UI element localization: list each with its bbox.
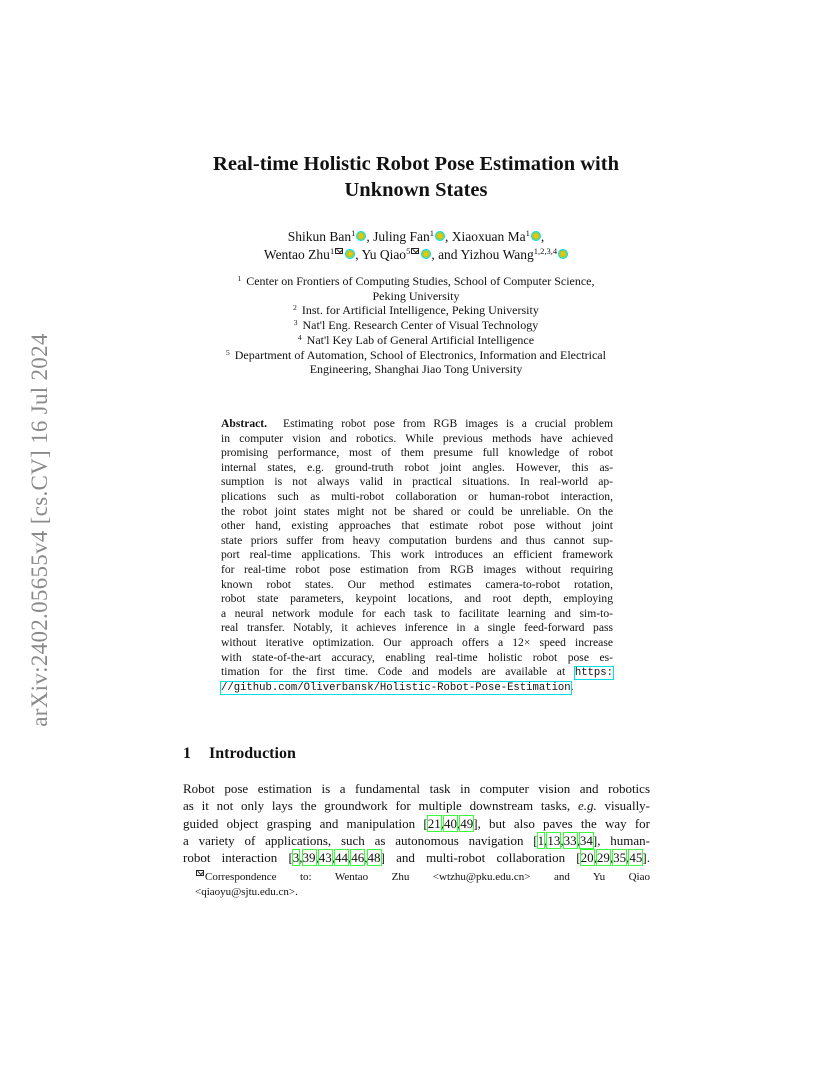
abstract-line: the robot joint states might not be shared or could be unreliable. On the	[221, 504, 613, 518]
citation-link[interactable]: 3	[292, 850, 300, 866]
paragraph-text: as it not only lays the groundwork for multiple downstream tasks,	[183, 798, 571, 814]
title-line: Unknown States	[344, 179, 488, 201]
author-line: Wentao Zhu$^1$ , Yu Qiao$^5$ , and Yizhou Wang$^{1,2,3,4}$	[150, 246, 682, 264]
paragraph-text: and multi-robot collaboration	[396, 850, 566, 866]
author-name: Xiaoxuan Ma	[451, 229, 526, 244]
paragraph-text: .	[646, 850, 650, 866]
paragraph-text: visually-	[604, 798, 651, 814]
abstract-line: sumption is not always valid in practical situations. In real-world ap-	[221, 475, 613, 489]
code-url-link[interactable]: https:	[574, 667, 613, 680]
orcid-icon[interactable]	[435, 231, 445, 241]
abstract-line: known robot states. Our method estimates camera-to-robot rotation,	[221, 577, 613, 591]
orcid-icon[interactable]	[356, 231, 366, 241]
abstract-line: a neural network module for each task to facilitate learning and sim-to-	[221, 606, 613, 620]
affiliation-list	[150, 274, 682, 377]
citation-link[interactable]: 21	[427, 815, 441, 831]
citation-link[interactable]: 35	[613, 850, 627, 866]
abstract-text: timation for the first time. Code and models are available at	[221, 665, 566, 679]
citation-link[interactable]: 45	[629, 850, 643, 866]
paper-title	[150, 151, 682, 203]
citation-link[interactable]: 29	[596, 850, 610, 866]
paragraph-line: guided object grasping and manipulation [21,40,49], but also paves the way for	[183, 815, 650, 831]
abstract-line: internal states, e.g. ground-truth robot joint angles. However, this as-	[221, 460, 613, 474]
affiliation-text: Inst. for Artificial Intelligence, Peking University	[301, 303, 539, 318]
abstract-line	[221, 680, 613, 695]
title-line: Real-time Holistic Robot Pose Estimation with	[213, 153, 619, 175]
abstract-line: promising performance, most of them presume full knowledge of robot	[221, 446, 613, 460]
author-affiliation-mark: 5	[406, 246, 411, 256]
arxiv-identifier	[20, 300, 60, 760]
citation-link[interactable]: 46	[351, 850, 365, 866]
author-list	[150, 228, 682, 264]
author-name: Wentao Zhu	[263, 247, 330, 262]
citation-link[interactable]: 48	[367, 850, 381, 866]
paragraph-text: robot interaction	[183, 850, 278, 866]
affiliation-text: Center on Frontiers of Computing Studies, School of Computer Science,	[246, 274, 595, 288]
affiliation-text: Nat'l Key Lab of General Artificial Intelligence	[306, 332, 535, 347]
citation-link[interactable]: 1	[537, 832, 545, 848]
author-name: Shikun Ban	[287, 229, 352, 244]
affiliation-text: Department of Automation, School of Electronics, Information and Electrical	[234, 347, 606, 362]
abstract-line: with state-of-the-art accuracy, enabling real-time holistic robot pose es-	[221, 650, 613, 664]
citation-link[interactable]: 33	[563, 832, 577, 848]
paragraph-line	[183, 797, 650, 814]
affiliation-mark: 4	[297, 332, 302, 342]
affiliation-mark: 5	[226, 347, 230, 357]
affiliation-line	[150, 289, 682, 304]
abstract-line: robot state parameters, keypoint locations, and root depth, employing	[221, 592, 613, 606]
introduction-paragraph	[183, 780, 650, 866]
footnote-text: Correspondence to: Wentao Zhu <wtzhu@pku.edu.cn> and Yu Qiao	[205, 871, 650, 883]
abstract	[221, 417, 613, 694]
section-title-text: Introduction	[209, 745, 296, 762]
affiliation-text: Peking University	[372, 288, 460, 303]
citation-link[interactable]: 40	[443, 815, 457, 831]
affiliation-text: Engineering, Shanghai Jiao Tong University	[309, 362, 523, 377]
citation-link[interactable]: 20	[580, 850, 594, 866]
affiliation-line	[150, 348, 682, 363]
author-affiliation-mark: 1	[329, 246, 335, 256]
author-affiliation-mark: 1	[351, 228, 356, 238]
citation-link[interactable]: 34	[579, 832, 593, 848]
correspondence-footnote	[183, 870, 650, 899]
citation-link[interactable]: 39	[302, 850, 316, 866]
abstract-line: in computer vision and robotics. While previous methods have achieved	[221, 431, 613, 445]
abstract-line	[221, 417, 613, 432]
paragraph-line: robot interaction [3,39,43,44,46,48] and multi-robot collaboration [20,29,35,45].	[183, 850, 650, 866]
affiliation-line	[150, 274, 682, 289]
author-connector: and	[438, 247, 458, 262]
paragraph-text: guided object grasping and manipulation	[183, 815, 416, 831]
citation-link[interactable]: 43	[318, 850, 332, 866]
footnote-line: <qiaoyu@sjtu.edu.cn>.	[195, 885, 298, 898]
affiliation-line	[150, 318, 682, 333]
abstract-line: without iterative optimization. Our approach offers a 12× speed increase	[221, 635, 613, 649]
affiliation-mark: 2	[293, 303, 297, 313]
envelope-icon	[411, 248, 419, 254]
citation-link[interactable]: 49	[460, 815, 474, 831]
affiliation-line	[150, 362, 682, 377]
orcid-icon[interactable]	[558, 249, 568, 259]
section-number: 1	[183, 745, 191, 762]
citation-link[interactable]: 13	[547, 832, 561, 848]
paragraph-line: a variety of applications, such as autonomous navigation [1,13,33,34], human-	[183, 832, 650, 848]
envelope-icon	[196, 870, 204, 876]
author-name: Yu Qiao	[361, 247, 407, 262]
affiliation-line	[150, 303, 682, 318]
arxiv-identifier-text: arXiv:2402.05655v4 [cs.CV] 16 Jul 2024	[27, 333, 52, 727]
abstract-line: state priors suffer from heavy computation burdens and thus cannot sup-	[221, 533, 613, 547]
section-heading	[183, 745, 296, 763]
paragraph-line: Robot pose estimation is a fundamental task in computer vision and robotics	[183, 781, 650, 796]
abstract-line: for real-time robot pose estimation from RGB images without requiring	[221, 562, 613, 576]
paragraph-text: , but also paves the way for	[477, 815, 650, 831]
footnote-line	[183, 870, 650, 885]
envelope-icon	[335, 248, 343, 254]
abstract-line: port real-time applications. This work introduces an efficient framework	[221, 548, 613, 562]
abstract-text: Estimating robot pose from RGB images is a crucial problem	[283, 417, 613, 430]
orcid-icon[interactable]	[421, 249, 431, 259]
affiliation-mark: 3	[293, 318, 298, 328]
paragraph-text: a variety of applications, such as autonomous navigation	[183, 832, 524, 848]
affiliation-mark: 1	[237, 274, 242, 283]
citation-link[interactable]: 44	[335, 850, 349, 866]
affiliation-text: Nat'l Eng. Research Center of Visual Technology	[302, 318, 539, 333]
paragraph-text: , human-	[597, 832, 650, 848]
abstract-heading: Abstract.	[221, 417, 268, 430]
paragraph-emphasis: e.g.	[577, 798, 597, 814]
abstract-line: real transfer. Notably, it achieves inference in a single feed-forward pass	[221, 621, 613, 635]
orcid-icon[interactable]	[345, 249, 355, 259]
affiliation-line	[150, 333, 682, 348]
author-name: Juling Fan	[373, 229, 430, 244]
author-line: Shikun Ban$^1$ , Juling Fan$^1$ , Xiaoxuan Ma$^1$ ,	[287, 228, 545, 244]
author-name: Yizhou Wang	[460, 247, 534, 262]
abstract-line	[221, 665, 613, 680]
abstract-text: .	[570, 679, 574, 693]
orcid-icon[interactable]	[531, 231, 541, 241]
author-affiliation-mark: 1	[525, 228, 530, 238]
author-affiliation-mark: 1,2,3,4	[533, 246, 558, 256]
abstract-line: other hand, existing approaches that estimate robot pose without joint	[221, 519, 613, 533]
code-url-link[interactable]: //github.com/Oliverbansk/Holistic-Robot-Pose-Estimation	[221, 681, 571, 694]
author-affiliation-mark: 1	[429, 228, 435, 238]
abstract-line: plications such as multi-robot collaboration or human-robot interaction,	[221, 489, 613, 503]
